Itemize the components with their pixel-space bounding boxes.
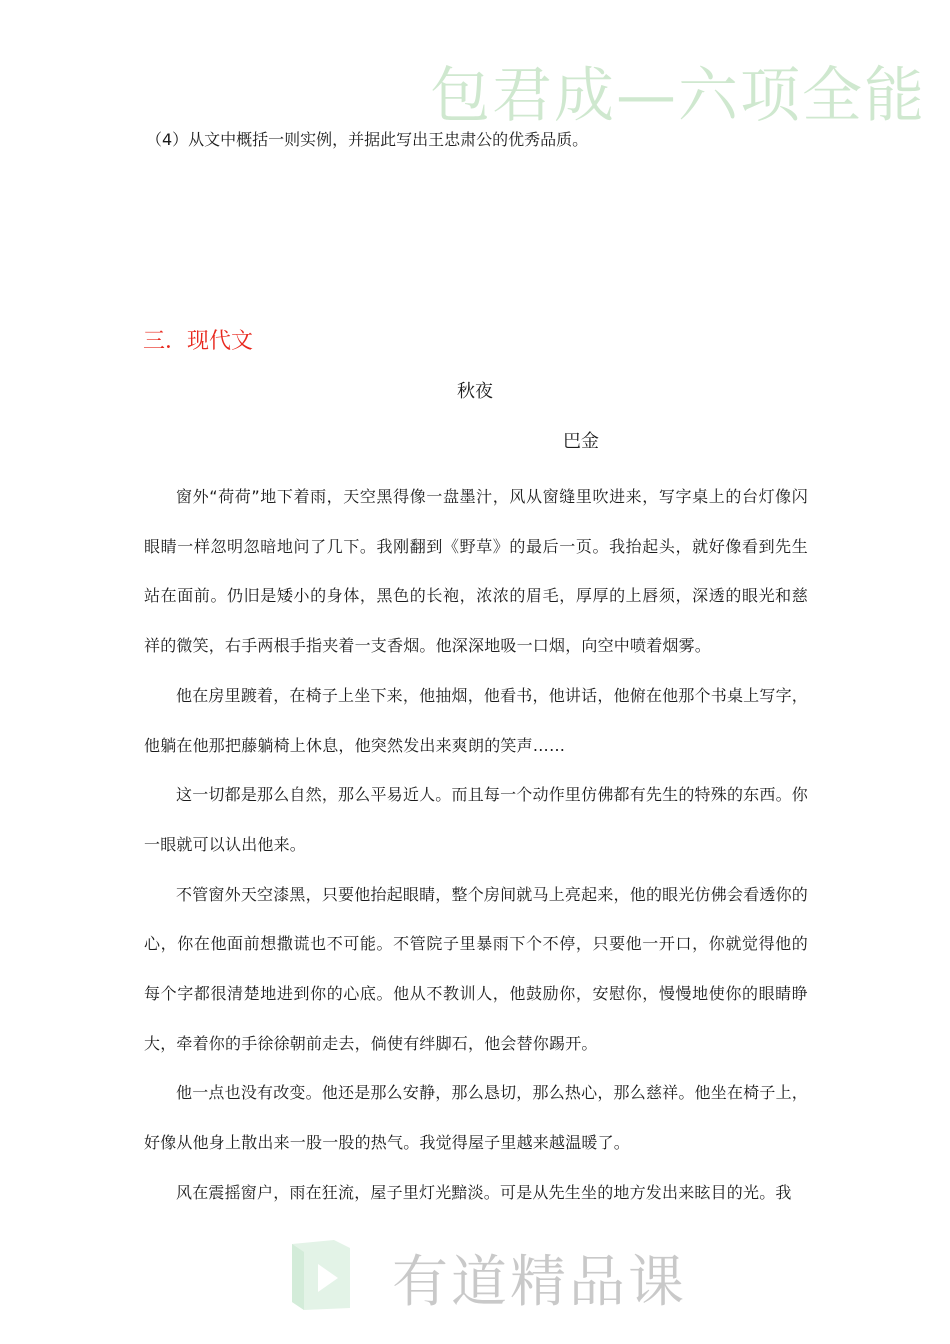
article-title: 秋夜 — [457, 381, 493, 402]
paragraph: 这一切都是那么自然，那么平易近人。而且每一个动作里仿佛都有先生的特殊的东西。你一眼就可以认出他来。 — [144, 785, 808, 854]
section-heading: 三．现代文 — [143, 329, 254, 354]
paragraph: 风在震摇窗户，雨在狂流，屋子里灯光黯淡。可是从先生坐的地方发出来眩目的光。我 — [176, 1182, 792, 1202]
article-body — [144, 472, 808, 1218]
paragraph: 不管窗外天空漆黑，只要他抬起眼睛，整个房间就马上亮起来，他的眼光仿佛会看透你的心，你在他面前想撒谎也不可能。不管院子里暴雨下个不停，只要他一开口，你就觉得他的每个字都很清楚地进到你的心底。他从不教训人，他鼓励你，安慰你，慢慢地使你的眼睛睁大，牵着你的手徐徐朝前走去，倘使有绊脚石，他会替你踢开。 — [144, 884, 808, 1053]
paragraph: 他在房里踱着，在椅子上坐下来，他抽烟，他看书，他讲话，他俯在他那个书桌上写字，他躺在他那把藤躺椅上休息，他突然发出来爽朗的笑声…… — [144, 685, 808, 755]
watermark-brand: 包君成—六项全能 — [430, 61, 926, 131]
question-item-4: （4）从文中概括一则实例，并据此写出王忠肃公的优秀品质。 — [146, 130, 589, 149]
footer-brand: 有道精品课 — [392, 1250, 687, 1315]
article-author: 巴金 — [563, 431, 599, 452]
paragraph: 他一点也没有改变。他还是那么安静，那么恳切，那么热心，那么慈祥。他坐在椅子上，好像从他身上散出来一股一股的热气。我觉得屋子里越来越温暖了。 — [144, 1083, 808, 1153]
paragraph: 窗外“荷荷”地下着雨，天空黑得像一盘墨汁，风从窗缝里吹进来，写字桌上的台灯像闪眼睛一样忽明忽暗地问了几下。我刚翻到《野草》的最后一页。我抬起头，就好像看到先生站在面前。仍旧是矮小的身体，黑色的长袍，浓浓的眉毛，厚厚的上唇须，深透的眼光和慈祥的微笑，右手两根手指夹着一支香烟。他深深地吸一口烟，向空中喷着烟雾。 — [144, 487, 808, 656]
play-book-icon — [282, 1236, 360, 1314]
